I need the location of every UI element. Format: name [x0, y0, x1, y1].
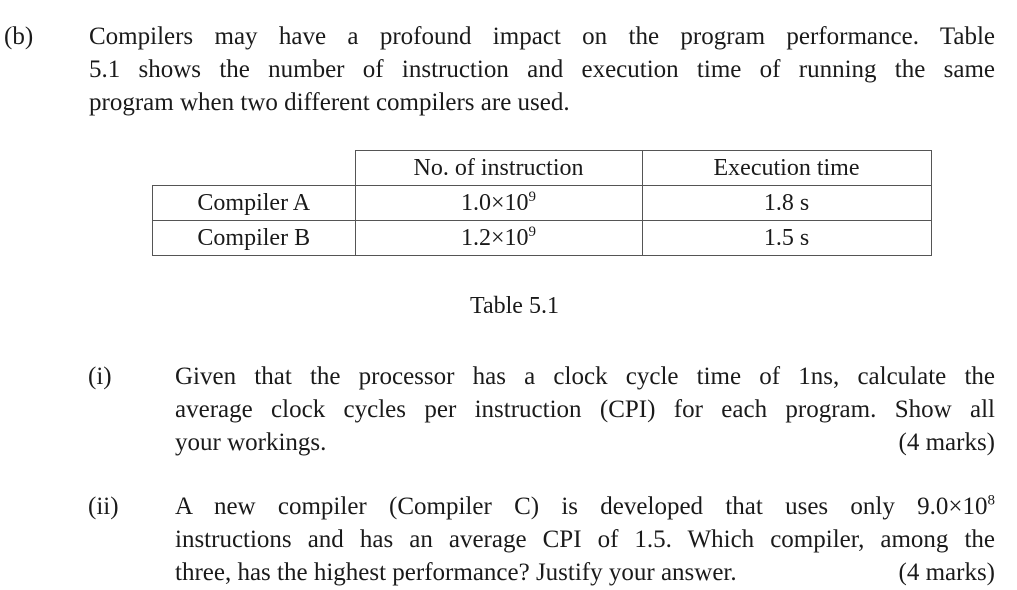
compiler-table: [152, 150, 932, 256]
table-header-row: [153, 151, 932, 186]
question-i-marks: (4 marks): [898, 429, 995, 456]
part-label: (b): [4, 23, 34, 50]
question-i-line-3: [175, 426, 995, 459]
table-row: [153, 186, 932, 221]
table-row: [153, 221, 932, 256]
table-corner-cell: [153, 151, 356, 186]
question-i-last-line: your workings.: [175, 429, 327, 456]
question-i-line-2: average clock cycles per instruction (CPI) for each program. Show all: [175, 396, 995, 423]
question-ii-marks: (4 marks): [898, 559, 995, 586]
intro-line-2: 5.1 shows the number of instruction and execution time of running the same: [89, 56, 995, 83]
table-cell-execution-time: 1.8 s: [642, 186, 931, 221]
question-ii-line-1: A new compiler (Compiler C) is developed that uses only $9.0\times 10^8$: [175, 492, 995, 520]
table-cell-execution-time: 1.5 s: [642, 221, 931, 256]
table-cell-instructions: $1.2\times 10^9$: [355, 221, 642, 256]
question-ii-line-2: instructions and has an average CPI of 1.5. Which compiler, among the: [175, 526, 995, 553]
intro-line-1: Compilers may have a profound impact on the program performance. Table: [89, 23, 995, 50]
question-ii-last-line: three, has the highest performance? Justify your answer.: [175, 559, 737, 586]
question-ii-label: (ii): [88, 493, 119, 520]
question-i-text: [175, 360, 995, 459]
intro-paragraph: [89, 20, 995, 119]
table-cell-compiler-name: Compiler A: [153, 186, 356, 221]
intro-line-3: program when two different compilers are used.: [89, 89, 570, 116]
question-i-label: (i): [88, 363, 112, 390]
table-header-execution-time: Execution time: [642, 151, 931, 186]
question-ii-line-3: [175, 556, 995, 589]
table-cell-instructions: $1.0\times 10^9$: [355, 186, 642, 221]
table-header-instructions: No. of instruction: [355, 151, 642, 186]
table-cell-compiler-name: Compiler B: [153, 221, 356, 256]
question-i-line-1: Given that the processor has a clock cycle time of 1ns, calculate the: [175, 363, 995, 390]
question-ii-text: [175, 490, 995, 589]
table-caption: Table 5.1: [470, 293, 559, 319]
